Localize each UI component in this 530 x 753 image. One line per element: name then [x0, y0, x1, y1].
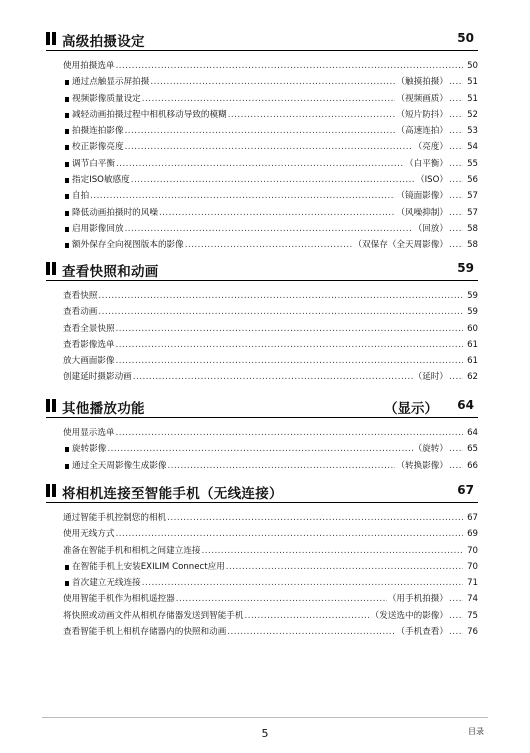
leader-dots [449, 591, 463, 607]
entry-text: 创建延时摄影动画 [63, 372, 132, 383]
toc-entry[interactable] [46, 543, 478, 559]
toc-subentry[interactable] [46, 559, 478, 575]
toc-entries [46, 288, 478, 386]
entry-function-name: （双保存（全天周影像） [353, 240, 448, 251]
toc-entry[interactable] [46, 369, 478, 385]
entry-text: 首次建立无线连接 [72, 578, 141, 589]
leader-dots [449, 624, 463, 640]
square-bullet-icon [65, 129, 69, 134]
toc-subentry[interactable] [46, 123, 478, 139]
entry-page-number[interactable]: 51 [467, 77, 478, 88]
toc-subentry[interactable] [46, 172, 478, 188]
leader-dots [142, 575, 463, 591]
toc-subentry[interactable] [46, 205, 478, 221]
toc-entries [46, 425, 478, 474]
toc-subentry[interactable] [46, 221, 478, 237]
toc-section-advanced-shooting [46, 30, 478, 254]
section-function-name: （显示） [384, 401, 438, 417]
toc-entry[interactable] [46, 526, 478, 542]
entry-function-name: （旋转） [413, 444, 448, 455]
leader-dots [244, 608, 369, 624]
entry-text: 调节白平衡 [72, 158, 115, 169]
toc-entry[interactable] [46, 510, 478, 526]
entry-text: 降低动画拍摄时的风噪 [72, 207, 158, 218]
toc-subentry[interactable] [46, 107, 478, 123]
leader-dots [116, 353, 463, 369]
leader-dots [116, 526, 463, 542]
toc-subentry[interactable] [46, 156, 478, 172]
square-bullet-icon [65, 464, 69, 469]
footer-divider [42, 717, 488, 718]
entry-function-name: （转换影像） [396, 460, 448, 471]
entry-text: 通过点触显示屏拍摄 [72, 77, 150, 88]
leader-dots [226, 559, 463, 575]
section-header [46, 397, 478, 418]
entry-text: 查看动画 [63, 307, 98, 318]
toc-section-viewing [46, 260, 478, 386]
section-page-number[interactable]: 59 [457, 261, 474, 275]
entry-text: 拍摄连拍影像 [72, 126, 124, 137]
section-header [46, 482, 478, 503]
leader-dots [125, 123, 396, 139]
entry-text: 指定ISO敏感度 [72, 175, 130, 186]
entry-page-number[interactable]: 74 [467, 594, 478, 605]
entry-function-name: （镜面影像） [396, 191, 448, 202]
footer-label: 目录 [468, 727, 484, 736]
square-bullet-icon [65, 447, 69, 452]
leader-dots [116, 58, 463, 74]
entry-page-number[interactable]: 53 [467, 126, 478, 137]
entry-page-number[interactable]: 57 [467, 191, 478, 202]
entry-page-number[interactable]: 60 [467, 323, 478, 334]
entry-page-number[interactable]: 56 [467, 175, 478, 186]
section-page-number[interactable]: 67 [457, 483, 474, 497]
leader-dots [449, 74, 463, 90]
square-bullet-icon [65, 565, 69, 570]
square-bullet-icon [65, 178, 69, 183]
leader-dots [227, 624, 395, 640]
toc-entries [46, 58, 478, 254]
leader-dots [449, 156, 463, 172]
square-bullet-icon [65, 211, 69, 216]
entry-text: 通过智能手机控制您的相机 [63, 513, 167, 523]
entry-text: 查看智能手机上相机存储器内的快照和动画 [63, 627, 227, 638]
section-title: 查看快照和动画 [62, 264, 159, 280]
entry-page-number[interactable]: 59 [467, 291, 478, 301]
toc-subentry[interactable] [46, 237, 478, 253]
toc-subentry[interactable] [46, 575, 478, 591]
entry-page-number[interactable]: 75 [467, 610, 478, 621]
entry-text: 查看快照 [63, 291, 98, 301]
leader-dots [449, 221, 463, 237]
toc-section-wireless [46, 482, 478, 640]
entry-page-number[interactable]: 76 [467, 627, 478, 638]
leader-dots [116, 337, 463, 353]
toc-section-playback [46, 397, 478, 474]
leader-dots [116, 425, 463, 441]
toc-subentry[interactable] [46, 458, 478, 474]
section-header [46, 30, 478, 51]
entry-function-name: （延时） [413, 372, 448, 383]
square-bullet-icon [65, 113, 69, 118]
entry-page-number[interactable]: 51 [467, 93, 478, 104]
entry-page-number[interactable]: 65 [467, 444, 478, 455]
entry-function-name: （高速连拍） [396, 126, 448, 137]
entry-page-number[interactable]: 59 [467, 307, 478, 318]
entry-page-number[interactable]: 71 [467, 578, 478, 589]
leader-dots [185, 237, 353, 253]
leader-dots [98, 304, 463, 320]
toc-entry[interactable] [46, 337, 478, 353]
leader-dots [125, 221, 413, 237]
leader-dots [98, 288, 463, 304]
toc-subentry[interactable] [46, 441, 478, 457]
leader-dots [142, 91, 396, 107]
square-bullet-icon [65, 194, 69, 199]
toc-entry[interactable] [46, 58, 478, 74]
entry-text: 放大画面影像 [63, 356, 115, 367]
entry-page-number[interactable]: 61 [467, 339, 478, 350]
leader-dots [449, 441, 463, 457]
entry-page-number[interactable]: 52 [467, 109, 478, 120]
leader-dots [449, 172, 463, 188]
leader-dots [107, 441, 412, 457]
section-marker-icon [46, 262, 58, 275]
leader-dots [167, 510, 463, 526]
entry-function-name: （短片防抖） [396, 109, 448, 120]
toc-entry[interactable] [46, 608, 478, 624]
leader-dots [449, 608, 463, 624]
square-bullet-icon [65, 243, 69, 248]
toc-subentry[interactable] [46, 139, 478, 155]
section-title: 将相机连接至智能手机（无线连接） [62, 486, 283, 502]
leader-dots [228, 107, 396, 123]
toc-entry[interactable] [46, 288, 478, 304]
entry-function-name: （ISO） [416, 175, 448, 186]
leader-dots [449, 123, 463, 139]
entry-function-name: （用手机拍摄） [387, 594, 448, 605]
leader-dots [168, 458, 396, 474]
entry-function-name: （风噪抑制） [396, 207, 448, 218]
entry-text: 将快照或动画文件从相机存储器发送到智能手机 [63, 610, 244, 621]
square-bullet-icon [65, 97, 69, 102]
toc-entry[interactable] [46, 624, 478, 640]
page-number: 5 [261, 727, 269, 740]
leader-dots [176, 591, 387, 607]
entry-function-name: （亮度） [413, 142, 448, 153]
entry-function-name: （手机查看） [396, 627, 448, 638]
entry-text: 在智能手机上安装EXILIM Connect应用 [72, 561, 225, 572]
leader-dots [150, 74, 395, 90]
leader-dots [159, 205, 395, 221]
entry-page-number[interactable]: 55 [467, 158, 478, 169]
square-bullet-icon [65, 162, 69, 167]
entry-text: 校正影像亮度 [72, 142, 124, 153]
section-header [46, 260, 478, 281]
leader-dots [202, 543, 463, 559]
toc-entry[interactable] [46, 321, 478, 337]
leader-dots [131, 172, 415, 188]
toc-subentry[interactable] [46, 74, 478, 90]
toc-entry[interactable] [46, 591, 478, 607]
entry-page-number[interactable]: 67 [467, 513, 478, 523]
toc-subentry[interactable] [46, 188, 478, 204]
entry-page-number[interactable]: 70 [467, 545, 478, 556]
entry-text: 准备在智能手机和相机之间建立连接 [63, 545, 201, 556]
section-marker-icon [46, 32, 58, 45]
entry-page-number[interactable]: 69 [467, 529, 478, 540]
section-title: 高级拍摄设定 [62, 34, 145, 50]
entry-text: 使用拍摄选单 [63, 61, 115, 71]
entry-page-number[interactable]: 54 [467, 142, 478, 153]
leader-dots [449, 369, 463, 385]
leader-dots [90, 188, 395, 204]
toc-entry[interactable] [46, 353, 478, 369]
leader-dots [449, 205, 463, 221]
entry-page-number[interactable]: 61 [467, 356, 478, 367]
leader-dots [449, 458, 463, 474]
entry-text: 使用无线方式 [63, 529, 115, 540]
entry-page-number[interactable]: 66 [467, 460, 478, 471]
toc-entry[interactable] [46, 425, 478, 441]
entry-function-name: （回放） [413, 223, 448, 234]
entry-text: 视频影像质量设定 [72, 93, 141, 104]
square-bullet-icon [65, 227, 69, 232]
section-page-number[interactable]: 50 [457, 31, 474, 45]
square-bullet-icon [65, 581, 69, 586]
section-title: 其他播放功能 [62, 401, 145, 417]
square-bullet-icon [65, 145, 69, 150]
toc-subentry[interactable] [46, 91, 478, 107]
entry-text: 启用影像回放 [72, 223, 124, 234]
leader-dots [449, 139, 463, 155]
entry-text: 查看影像选单 [63, 339, 115, 350]
entry-page-number[interactable]: 58 [467, 240, 478, 251]
entry-text: 查看全景快照 [63, 323, 115, 334]
leader-dots [449, 188, 463, 204]
entry-function-name: （触摸拍摄） [396, 77, 448, 88]
entry-text: 额外保存全向视图版本的影像 [72, 240, 184, 251]
toc-entry[interactable] [46, 304, 478, 320]
entry-function-name: （视频画质） [396, 93, 448, 104]
section-page-number[interactable]: 64 [457, 398, 474, 412]
entry-page-number[interactable]: 64 [467, 428, 478, 438]
entry-page-number[interactable]: 70 [467, 561, 478, 572]
entry-text: 减轻动画拍摄过程中相机移动导致的模糊 [72, 109, 227, 120]
toc-entries [46, 510, 478, 640]
entry-text: 旋转影像 [72, 444, 107, 455]
leader-dots [449, 91, 463, 107]
leader-dots [116, 156, 404, 172]
entry-function-name: （发送选中的影像） [370, 610, 448, 621]
section-marker-icon [46, 399, 58, 412]
entry-function-name: （白平衡） [405, 158, 448, 169]
entry-page-number[interactable]: 62 [467, 372, 478, 383]
entry-page-number[interactable]: 58 [467, 223, 478, 234]
leader-dots [116, 321, 463, 337]
leader-dots [133, 369, 413, 385]
entry-page-number[interactable]: 50 [467, 61, 478, 71]
entry-text: 使用智能手机作为相机遥控器 [63, 594, 175, 605]
section-marker-icon [46, 484, 58, 497]
entry-text: 使用显示选单 [63, 428, 115, 438]
entry-text: 通过全天周影像生成影像 [72, 460, 167, 471]
leader-dots [125, 139, 413, 155]
leader-dots [449, 237, 463, 253]
leader-dots [449, 107, 463, 123]
square-bullet-icon [65, 80, 69, 85]
entry-text: 自拍 [72, 191, 90, 202]
entry-page-number[interactable]: 57 [467, 207, 478, 218]
